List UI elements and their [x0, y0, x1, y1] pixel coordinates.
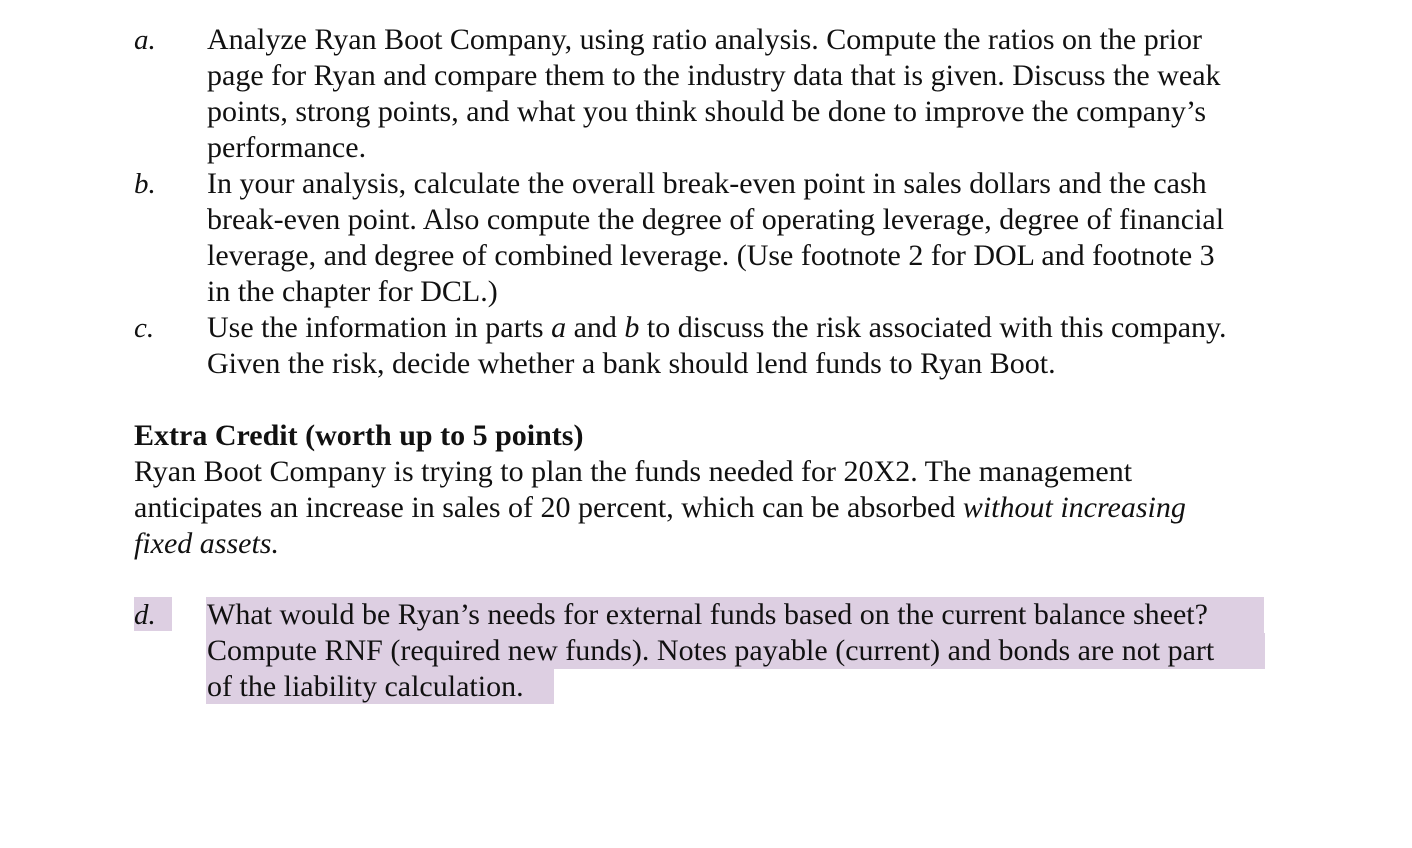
- extra-credit-line: [134, 490, 1284, 526]
- extra-credit-heading: Extra Credit (worth up to 5 points): [134, 419, 584, 452]
- question-c-line: Given the risk, decide whether a bank should lend funds to Ryan Boot.: [207, 347, 1056, 380]
- question-c-and: and: [566, 311, 625, 344]
- question-d-marker: d.: [134, 599, 156, 631]
- question-b-marker: b.: [134, 168, 156, 200]
- part-a-reference: a: [551, 311, 567, 344]
- question-d-line: What would be Ryan’s needs for external funds based on the current balance sheet?: [207, 598, 1208, 631]
- extra-credit-line: Ryan Boot Company is trying to plan the funds needed for 20X2. The management: [134, 455, 1133, 488]
- extra-credit-emphasis: fixed assets.: [134, 527, 279, 560]
- question-b-line: In your analysis, calculate the overall break-even point in sales dollars and the cash: [207, 167, 1207, 200]
- question-b-line: in the chapter for DCL.): [207, 275, 498, 308]
- question-b-line: break-even point. Also compute the degree of operating leverage, degree of financial: [207, 203, 1225, 236]
- question-c-marker: c.: [134, 312, 155, 344]
- question-a-line: points, strong points, and what you think should be done to improve the company’s: [207, 95, 1207, 128]
- question-c-line-suffix: to discuss the risk associated with this company.: [639, 311, 1227, 344]
- question-d-line: Compute RNF (required new funds). Notes payable (current) and bonds are not part: [207, 634, 1215, 667]
- question-c-line: [207, 310, 1287, 346]
- extra-credit-emphasis: without increasing: [962, 491, 1186, 524]
- extra-credit-line-prefix: anticipates an increase in sales of 20 percent, which can be absorbed: [134, 491, 963, 524]
- question-a-marker: a.: [134, 24, 156, 56]
- question-a-line: performance.: [207, 131, 367, 164]
- question-c-text: [207, 310, 1287, 382]
- question-a-line: Analyze Ryan Boot Company, using ratio analysis. Compute the ratios on the prior: [207, 23, 1203, 56]
- question-b-line: leverage, and degree of combined leverage. (Use footnote 2 for DOL and footnote 3: [207, 239, 1215, 272]
- part-b-reference: b: [624, 311, 640, 344]
- question-b-text: [207, 166, 1287, 310]
- question-a-line: page for Ryan and compare them to the industry data that is given. Discuss the weak: [207, 59, 1221, 92]
- question-d-text[interactable]: [207, 597, 1287, 705]
- question-d-line: of the liability calculation.: [207, 670, 524, 703]
- question-a-text: [207, 22, 1287, 166]
- question-c-line-prefix: Use the information in parts: [207, 311, 552, 344]
- extra-credit-paragraph: [134, 454, 1284, 562]
